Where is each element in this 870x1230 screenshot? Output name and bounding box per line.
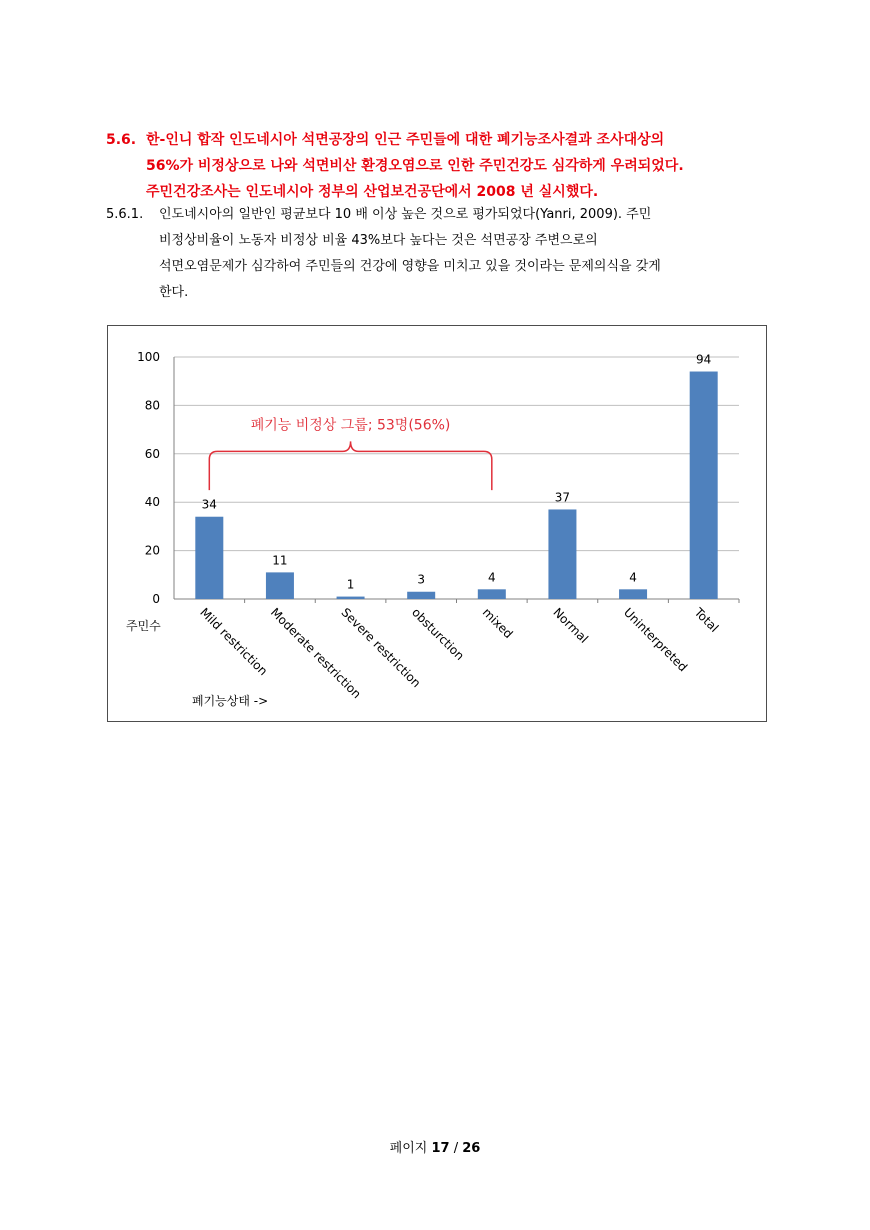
category-label: Normal [550,605,591,646]
bar [407,592,435,599]
data-label: 37 [554,490,571,505]
data-label: 4 [487,570,496,585]
y-tick-label: 40 [144,495,160,510]
bar [548,509,576,599]
bar [478,589,506,599]
category-label: Severe restriction [338,605,424,691]
heading-line-2: 56%가 비정상으로 나와 석면비산 환경오염으로 인한 주민건강도 심각하게 우려되었다. [146,158,684,174]
heading-line-3: 주민건강조사는 인도네시아 정부의 산업보건공단에서 2008 년 실시했다. [146,184,599,200]
bar-chart [108,326,766,721]
chart-frame [107,325,767,722]
paragraph-line-2: 비정상비율이 노동자 비정상 비율 43%보다 높다는 것은 석면공장 주변으로의 [159,233,598,248]
bar [690,372,718,599]
category-label: obsturction [409,605,467,664]
paragraph-line-1: 인도네시아의 일반인 평균보다 10 배 이상 높은 것으로 평가되었다(Yanri, 2009). 주민 [159,207,652,222]
y-axis-label: 주민수 [126,619,161,633]
category-label: Uninterpreted [620,605,691,675]
bar [337,597,365,599]
data-label: 11 [272,553,288,568]
annotation-label: 폐기능 비정상 그룹; 53명(56%) [250,417,451,434]
section-number: 5.6. [106,132,137,148]
footer-separator: / [453,1141,459,1156]
y-tick-label: 60 [144,446,160,461]
page-footer [0,1137,870,1156]
data-label: 4 [629,570,637,585]
category-label: Total [691,605,722,635]
bar [195,517,223,599]
data-label: 1 [346,577,355,592]
y-tick-label: 0 [152,592,160,606]
heading-line-1: 한-인니 합작 인도네시아 석면공장의 인근 주민들에 대한 폐기능조사결과 조사대상의 [146,132,665,148]
paragraph-line-3: 석면오염문제가 심각하여 주민들의 건강에 영향을 미치고 있을 것이라는 문제의식을 갖게 [159,259,661,274]
category-label: mixed [479,605,516,642]
y-tick-label: 20 [144,543,160,558]
footer-page-total: 26 [462,1141,481,1156]
y-tick-label: 80 [144,398,160,413]
data-label: 3 [417,572,426,587]
subsection-number: 5.6.1. [106,207,144,222]
category-label: Moderate restriction [267,605,364,702]
x-axis-label: 폐기능상태 -> [192,694,269,708]
footer-page-number: 17 [431,1141,450,1156]
bar [619,589,647,599]
paragraph-line-4: 한다. [159,285,189,300]
data-label: 94 [696,352,712,367]
footer-prefix: 페이지 [389,1141,428,1156]
y-tick-label: 100 [137,350,160,364]
annotation-brace [209,441,492,490]
bar [266,572,294,599]
data-label: 34 [201,497,217,512]
category-label: Mild restriction [197,605,271,679]
